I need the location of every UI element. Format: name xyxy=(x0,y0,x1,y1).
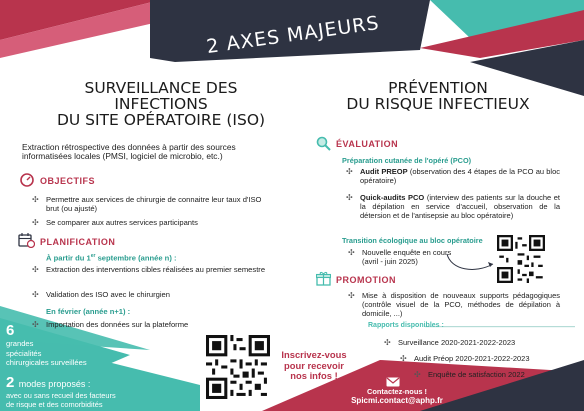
planification-sub-2: En février (année n+1) : xyxy=(46,307,131,316)
promotion-item xyxy=(348,291,560,318)
cta-line-1: Inscrivez-vous xyxy=(281,349,347,360)
evaluation-title: ÉVALUATION xyxy=(336,139,399,149)
report-item-3 xyxy=(414,370,525,379)
promotion-title: PROMOTION xyxy=(336,275,396,285)
arrow-bullet-icon: ✣ xyxy=(348,248,355,257)
subscribe-cta xyxy=(274,350,354,382)
planification-item-2 xyxy=(32,290,271,299)
arrow-bullet-icon: ✣ xyxy=(32,290,39,299)
stat-modes-count: 2 xyxy=(6,374,15,391)
arrow-bullet-icon: ✣ xyxy=(346,167,353,176)
arrow-bullet-icon: ✣ xyxy=(346,193,353,202)
qr-code-survey[interactable] xyxy=(497,235,545,283)
objectifs-title: OBJECTIFS xyxy=(40,176,96,186)
main-banner-title: 2 AXES MAJEURS xyxy=(205,11,381,59)
report-item-1-text: Surveillance 2020-2021-2022-2023 xyxy=(398,338,516,347)
evaluation-item-3-line-1: Nouvelle enquête en cours xyxy=(362,248,452,257)
arrow-bullet-icon: ✣ xyxy=(348,291,355,300)
arrow-bullet-icon: ✣ xyxy=(384,338,391,347)
evaluation-item-1-bold: Audit PREOP xyxy=(360,167,408,176)
evaluation-item-2-text: (interview des patients sur la douche et la dépilation en service d'accueil, observation de la détersion et de l'antisepsie au bloc opératoire) xyxy=(360,193,561,220)
planification-item-1-text: Extraction des interventions cibles réalisées au premier semestre xyxy=(46,265,266,274)
left-intro-text: Extraction rétrospective des données à partir des sources informatisées locales (PMSI, logiciel de microbio, etc.) xyxy=(22,142,236,162)
planification-title: PLANIFICATION xyxy=(40,237,116,247)
stat-count-label xyxy=(6,339,87,368)
left-title-line-1: SURVEILLANCE DES xyxy=(84,79,238,97)
sub1-prefix: À partir du 1 xyxy=(46,253,91,263)
promotion-item-text: Mise à disposition de nouveaux supports pédagogiques (contrôle visuel de la PCO, méthodes de dépilation à domicile, ...) xyxy=(362,291,560,318)
contact-label: Contactez-nous ! xyxy=(367,387,427,396)
report-item-3-text: Enquête de satisfaction 2022 xyxy=(428,370,525,379)
curved-arrow-icon xyxy=(445,252,497,274)
envelope-icon xyxy=(386,377,400,387)
stat-label-line-1: grandes xyxy=(6,339,34,348)
modes-desc-line-1: avec ou sans recueil des facteurs xyxy=(6,391,116,400)
evaluation-item-1-text: (observation des 4 étapes de la PCO au bloc opératoire) xyxy=(360,167,560,185)
planification-item-1 xyxy=(32,265,271,274)
calendar-icon xyxy=(18,232,35,248)
gift-icon xyxy=(316,271,331,286)
report-item-2 xyxy=(400,354,530,363)
cta-line-3: nos infos ! xyxy=(290,370,338,381)
planification-item-3-text: Importation des données sur la plateforme xyxy=(46,320,189,329)
planification-sub-1 xyxy=(46,253,177,263)
report-item-1 xyxy=(384,338,516,347)
stat-modes-desc xyxy=(6,391,116,409)
left-column-title xyxy=(30,80,292,128)
objectifs-item-2-text: Se comparer aux autres services participants xyxy=(46,218,198,227)
modes-desc-line-2: de risque et des comorbidités xyxy=(6,400,103,409)
stat-label-line-2: spécialités xyxy=(6,348,42,358)
right-title-line-2: DU RISQUE INFECTIEUX xyxy=(346,95,530,113)
objectifs-item-1-text: Permettre aux services de chirurgie de connaitre leur taux d'ISO brut (ou ajusté) xyxy=(46,195,262,213)
evaluation-sub-2: Transition écologique au bloc opératoire xyxy=(342,236,483,245)
evaluation-item-2 xyxy=(346,193,561,220)
arrow-bullet-icon: ✣ xyxy=(32,195,39,204)
left-title-line-3: DU SITE OPÉRATOIRE (ISO) xyxy=(56,111,266,129)
evaluation-item-2-bold: Quick-audits PCO xyxy=(360,193,425,202)
contact-email-link[interactable]: Spicmi.contact@aphp.fr xyxy=(351,396,443,405)
arrow-bullet-icon: ✣ xyxy=(32,218,39,227)
planification-item-2-text: Validation des ISO avec le chirurgien xyxy=(46,290,170,299)
cta-line-2: pour recevoir xyxy=(284,359,344,371)
evaluation-sub: Préparation cutanée de l'opéré (PCO) xyxy=(342,156,472,165)
sub1-sup: er xyxy=(90,253,96,259)
right-column-title xyxy=(318,80,558,112)
stat-label-line-3: chirurgicales surveillées xyxy=(6,358,87,367)
planification-item-3 xyxy=(32,320,271,329)
arrow-bullet-icon: ✣ xyxy=(32,265,39,274)
magnifier-icon xyxy=(316,136,331,151)
stat-modes xyxy=(6,374,90,392)
arrow-bullet-icon: ✣ xyxy=(414,370,421,379)
objectifs-item-2 xyxy=(32,218,276,227)
rapports-rule xyxy=(425,326,575,327)
right-title-line-1: PRÉVENTION xyxy=(388,79,488,97)
arrow-bullet-icon: ✣ xyxy=(32,320,39,329)
stat-count: 6 xyxy=(6,322,15,339)
contact-block xyxy=(342,388,452,405)
report-item-2-text: Audit Préop 2020-2021-2022-2023 xyxy=(414,354,530,363)
evaluation-item-1 xyxy=(346,167,560,185)
objectifs-item-1 xyxy=(32,195,276,213)
gauge-icon xyxy=(20,173,34,187)
left-title-line-2: INFECTIONS xyxy=(114,95,208,113)
evaluation-item-3-line-2: (avril - juin 2025) xyxy=(362,257,418,266)
sub1-suffix: septembre (année n) : xyxy=(95,253,177,263)
rapports-label: Rapports disponibles : xyxy=(368,322,444,329)
qr-code-subscribe[interactable] xyxy=(206,335,270,399)
arrow-bullet-icon: ✣ xyxy=(400,354,407,363)
stat-modes-label: modes proposés : xyxy=(18,379,91,389)
